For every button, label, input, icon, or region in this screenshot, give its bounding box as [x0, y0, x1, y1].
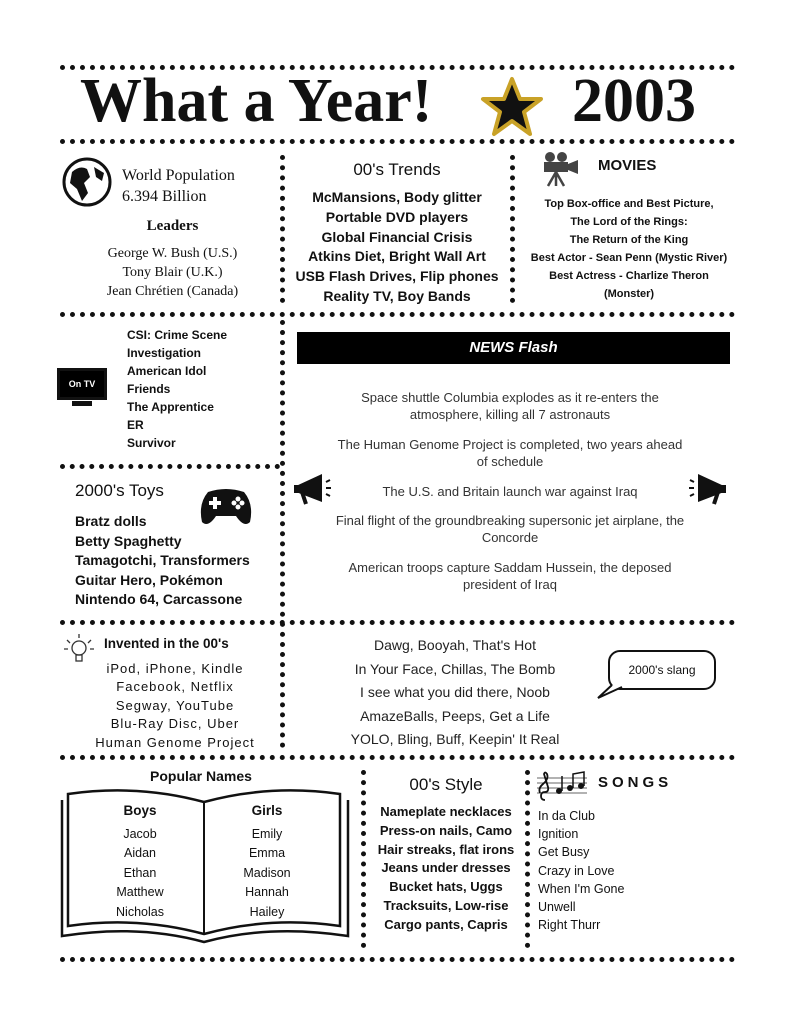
divider	[510, 155, 515, 303]
music-notes-icon	[537, 770, 587, 802]
trend-item: Global Financial Crisis	[321, 228, 473, 245]
divider	[280, 155, 285, 303]
page-title: What a Year!	[80, 67, 433, 135]
girl-name: Madison	[243, 865, 291, 880]
speech-bubble-tail	[596, 684, 626, 700]
style-item: Nameplate necklaces	[380, 804, 512, 819]
song-item: Crazy in Love	[538, 863, 615, 878]
invention-item: Segway, YouTube	[115, 697, 235, 713]
movie-line: (Monster)	[603, 288, 655, 300]
slang-item: YOLO, Bling, Buff, Keepin' It Real	[350, 731, 560, 747]
leaders-heading: Leaders	[146, 218, 199, 234]
globe-icon	[62, 157, 112, 207]
movie-line: Best Actor - Sean Penn (Mystic River)	[530, 252, 728, 264]
divider	[361, 770, 366, 948]
tv-show: American Idol	[127, 364, 207, 378]
news-item: Final flight of the groundbreaking supersonic jet airplane, the Concorde	[335, 513, 685, 546]
toys-heading: 2000's Toys	[75, 481, 164, 500]
invention-item: iPod, iPhone, Kindle	[106, 661, 244, 676]
leader: George W. Bush (U.S.)	[107, 246, 238, 261]
invention-item: Facebook, Netflix	[116, 679, 234, 695]
trend-item: Atkins Diet, Bright Wall Art	[308, 248, 486, 265]
style-item: Bucket hats, Uggs	[389, 879, 503, 895]
slang-item: Dawg, Booyah, That's Hot	[374, 637, 536, 653]
trend-item: Reality TV, Boy Bands	[323, 287, 471, 304]
news-item: Space shuttle Columbia explodes as it re-enters the atmosphere, killing all 7 astronauts	[361, 390, 659, 422]
invented-heading: Invented in the 00's	[104, 636, 229, 651]
song-item: In da Club	[538, 809, 595, 823]
divider	[60, 312, 735, 317]
invention-item: Blu-Ray Disc, Uber	[110, 716, 240, 732]
movies-heading: MOVIES	[598, 157, 657, 174]
boys-heading: Boys	[123, 803, 157, 818]
trend-item: Portable DVD players	[325, 208, 469, 225]
girls-heading: Girls	[251, 803, 283, 818]
boy-name: Ethan	[123, 865, 157, 880]
slang-item: I see what you did there, Noob	[360, 684, 550, 700]
star-icon	[480, 76, 544, 138]
toy-item: Betty Spaghetty	[75, 532, 182, 549]
style-item: Cargo pants, Capris	[384, 916, 508, 932]
news-item: The Human Genome Project is completed, two years ahead of schedule	[337, 436, 683, 469]
boy-name: Aidan	[124, 846, 156, 861]
girl-name: Emily	[251, 826, 283, 841]
population-label: World Population	[122, 167, 235, 184]
news-item: The U.S. and Britain launch war against Iraq	[382, 483, 638, 499]
song-item: Get Busy	[538, 845, 590, 860]
divider	[60, 957, 735, 962]
tv-show: The Apprentice	[127, 400, 214, 414]
girl-name: Hannah	[245, 885, 289, 900]
leader: Jean Chrétien (Canada)	[106, 283, 239, 299]
divider	[60, 139, 735, 144]
girl-name: Emma	[248, 846, 286, 861]
toy-item: Tamagotchi, Transformers	[75, 552, 250, 568]
songs-heading: SONGS	[598, 774, 673, 791]
style-item: Tracksuits, Low-rise	[383, 897, 509, 913]
boy-name: Nicholas	[116, 904, 164, 919]
speech-bubble-label: 2000's slang	[628, 663, 696, 677]
style-item: Jeans under dresses	[381, 860, 511, 876]
tv-icon	[57, 368, 107, 408]
tv-show: Survivor	[127, 436, 176, 450]
toy-item: Guitar Hero, Pokémon	[75, 571, 223, 588]
movie-line: The Return of the King	[569, 234, 689, 246]
divider	[525, 770, 530, 948]
divider	[280, 320, 285, 748]
tv-show: CSI: Crime Scene	[127, 328, 228, 342]
song-item: Ignition	[538, 827, 579, 842]
tv-show: ER	[127, 418, 144, 432]
movie-line: Top Box-office and Best Picture,	[544, 198, 714, 210]
news-list	[335, 390, 685, 594]
trends-heading: 00's Trends	[353, 160, 441, 179]
tv-show: Friends	[127, 382, 171, 396]
movie-line: Best Actress - Charlize Theron	[549, 270, 709, 282]
song-item: When I'm Gone	[538, 881, 625, 896]
song-item: Unwell	[538, 900, 576, 915]
tv-icon-label: On TV	[57, 368, 107, 400]
slang-item: AmazeBalls, Peeps, Get a Life	[360, 707, 550, 724]
trend-item: USB Flash Drives, Flip phones	[295, 268, 499, 285]
toy-item: Nintendo 64, Carcassone	[75, 591, 243, 607]
divider	[60, 620, 735, 625]
divider	[60, 464, 280, 469]
song-item: Right Thurr	[538, 918, 601, 933]
toy-item: Bratz dolls	[75, 513, 147, 529]
news-item: American troops capture Saddam Hussein, the deposed president of Iraq	[348, 560, 672, 593]
girl-name: Hailey	[249, 904, 285, 919]
megaphone-icon	[292, 472, 332, 508]
divider	[60, 755, 735, 760]
population-value: 6.394 Billion	[122, 188, 207, 205]
movie-line: The Lord of the Rings:	[570, 216, 688, 228]
news-heading: NEWS Flash	[297, 332, 730, 364]
leader: Tony Blair (U.K.)	[122, 264, 223, 280]
style-item: Hair streaks, flat irons	[377, 841, 515, 857]
names-heading: Popular Names	[150, 768, 252, 784]
tv-show: Investigation	[127, 346, 202, 360]
boy-name: Matthew	[116, 885, 164, 900]
year: 2003	[572, 67, 696, 135]
trend-item: McMansions, Body glitter	[312, 189, 482, 205]
style-item: Press-on nails, Camo	[379, 822, 513, 838]
movie-camera-icon	[540, 150, 582, 188]
megaphone-icon	[688, 472, 728, 508]
style-heading: 00's Style	[409, 775, 483, 794]
invention-item: Human Genome Project	[95, 734, 255, 750]
slang-item: In Your Face, Chillas, The Bomb	[354, 660, 556, 677]
boy-name: Jacob	[123, 826, 157, 841]
